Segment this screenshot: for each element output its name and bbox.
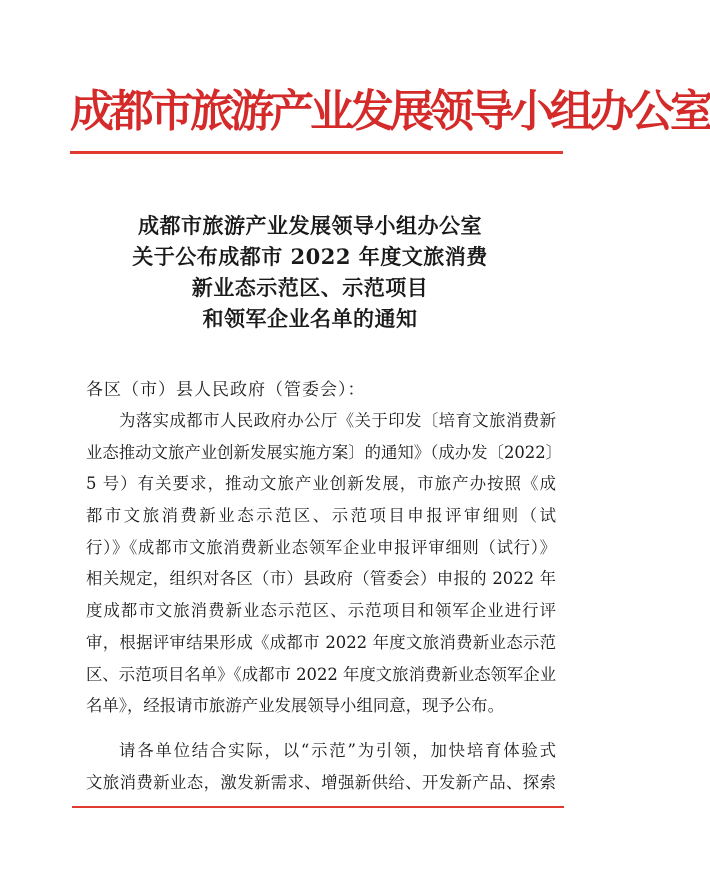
paragraph-line: 文旅消费新业态，激发新需求、增强新供给、开发新产品、探索 — [86, 772, 556, 792]
body-paragraph-2 — [86, 735, 556, 798]
title-line: 成都市旅游产业发展领导小组办公室 — [138, 213, 482, 238]
masthead-title: 成都市旅游产业发展领导小组办公室 — [70, 86, 710, 137]
paragraph-line: 名单》，经报请市旅游产业发展领导小组同意，现予公布。 — [86, 696, 504, 716]
paragraph-line: 业态推动文旅产业创新发展实施方案〕的通知》（成办发〔2022〕 — [86, 442, 563, 462]
title-line: 和领军企业名单的通知 — [202, 306, 418, 331]
footer-red-rule — [72, 806, 564, 808]
masthead-red-rule — [70, 151, 563, 154]
paragraph-line: 区、示范项目名单》《成都市 2022 年度文旅消费新业态领军企业 — [86, 664, 557, 684]
paragraph-line: 为落实成都市人民政府办公厅《关于印发〔培育文旅消费新 — [119, 411, 556, 430]
paragraph-line: 度成都市文旅消费新业态示范区、示范项目和领军企业进行评 — [86, 601, 556, 621]
paragraph-line: 5 号）有关要求，推动文旅产业创新发展，市旅产办按照《成 — [86, 474, 556, 494]
paragraph-line: 行）》《成都市文旅消费新业态领军企业申报评审细则（试行）》 — [86, 537, 556, 557]
paragraph-line: 相关规定，组织对各区（市）县政府（管委会）申报的 2022 年 — [86, 569, 556, 589]
title-line: 新业态示范区、示范项目 — [191, 275, 429, 300]
paragraph-line: 都市文旅消费新业态示范区、示范项目申报评审细则（试 — [86, 506, 556, 526]
salutation: 各区（市）县人民政府（管委会）： — [86, 380, 366, 400]
body-paragraph-1 — [86, 405, 563, 722]
document-title — [80, 210, 540, 334]
paragraph-line: 审，根据评审结果形成《成都市 2022 年度文旅消费新业态示范 — [86, 632, 556, 652]
title-line: 关于公布成都市 2022 年度文旅消费 — [132, 244, 488, 269]
paragraph-line: 请各单位结合实际，以“示范”为引领，加快培育体验式 — [119, 741, 556, 760]
